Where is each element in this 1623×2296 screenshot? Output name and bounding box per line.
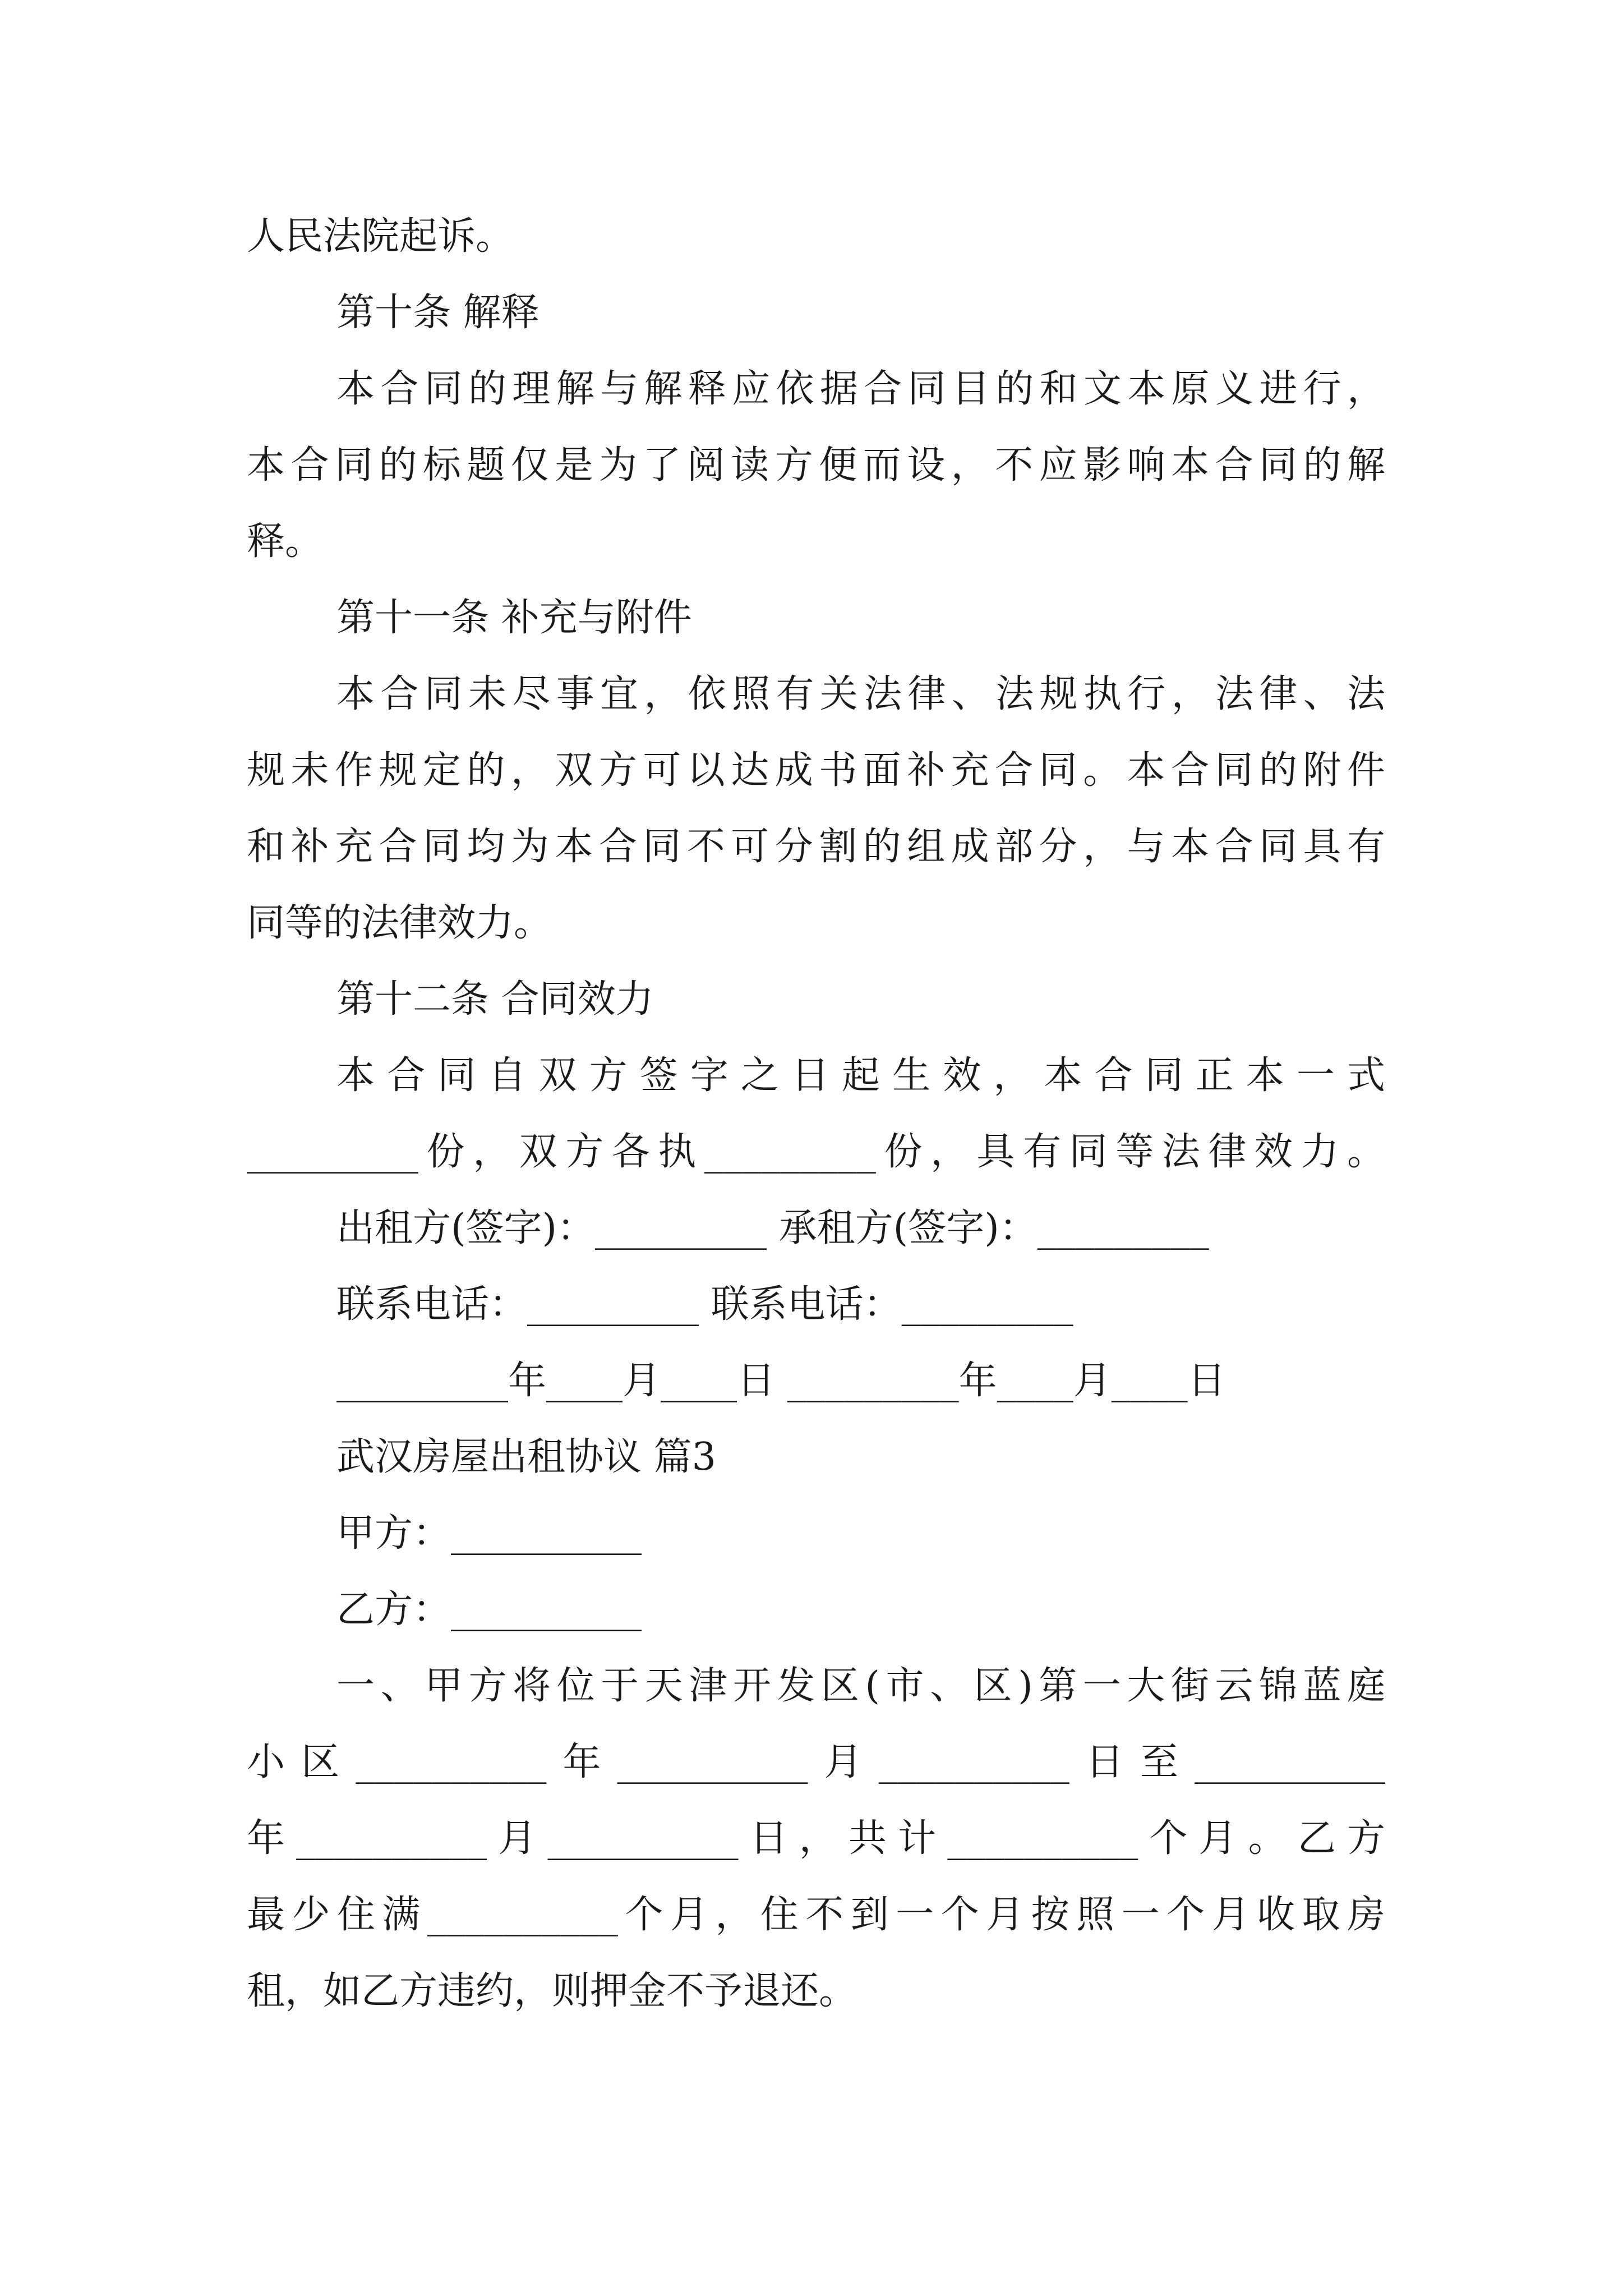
section-heading: 第十条 解释 [336, 291, 540, 335]
phone-line: 联系电话：_________ 联系电话：_________ [336, 1282, 1073, 1327]
text-line: 本合同的理解与解释应依据合同目的和文本原义进行， [336, 367, 1385, 411]
date-line: _________年____月____日 _________年____月____日 [336, 1359, 1226, 1403]
signature-line: 出租方(签字)：_________ 承租方(签字)：_________ [336, 1206, 1209, 1250]
section-heading: 第十二条 合同效力 [336, 977, 654, 1022]
party-a-line: 甲方：__________ [336, 1511, 642, 1556]
text-line: 规未作规定的，双方可以达成书面补充合同。本合同的附件 [247, 748, 1385, 793]
text-line: 一、甲方将位于天津开发区(市、区)第一大街云锦蓝庭 [336, 1664, 1385, 1708]
text-line: _________份，双方各执_________份，具有同等法律效力。 [247, 1130, 1385, 1174]
text-line: 租，如乙方违约，则押金不予退还。 [247, 1969, 857, 2013]
text-line: 本合同的标题仅是为了阅读方便而设，不应影响本合同的解 [247, 443, 1385, 487]
section-heading: 第十一条 补充与附件 [336, 596, 692, 640]
text-line: 小区__________年__________月__________日至__________ [247, 1740, 1385, 1784]
text-line: 和补充合同均为本合同不可分割的组成部分，与本合同具有 [247, 825, 1385, 869]
text-line: 释。 [247, 519, 324, 564]
text-line: 年__________月__________日，共计__________个月。乙方 [247, 1816, 1385, 1861]
text-line: 人民法院起诉。 [247, 214, 514, 259]
text-line: 最少住满__________个月，住不到一个月按照一个月收取房 [247, 1893, 1385, 1937]
agreement-title: 武汉房屋出租协议 篇3 [336, 1435, 716, 1479]
text-line: 本合同未尽事宜，依照有关法律、法规执行，法律、法 [336, 672, 1385, 716]
party-b-line: 乙方：__________ [336, 1588, 642, 1632]
text-line: 同等的法律效力。 [247, 901, 552, 945]
text-line: 本合同自双方签字之日起生效，本合同正本一式 [336, 1053, 1385, 1098]
